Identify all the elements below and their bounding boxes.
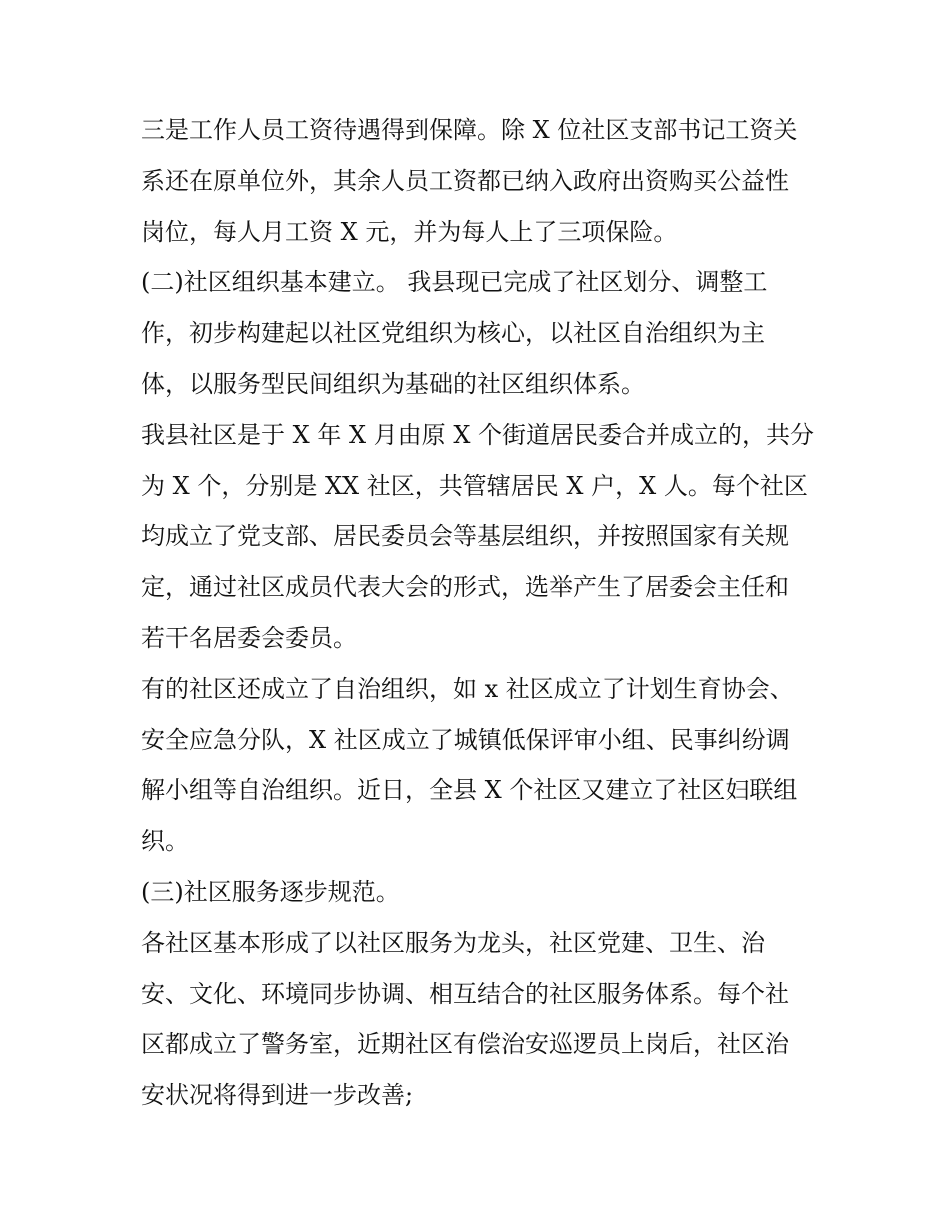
text-line: 体，以服务型民间组织为基础的社区组织体系。 (141, 369, 645, 398)
paragraph-community-formation (141, 410, 813, 664)
document-body (141, 105, 813, 1121)
text-line: 织。 (141, 827, 189, 856)
text-line: 三是工作人员工资待遇得到保障。除 X 位社区支部书记工资关 (141, 116, 798, 144)
text-line: 均成立了党支部、居民委员会等基层组织，并按照国家有关规 (141, 522, 789, 551)
text-line: 岗位，每人月工资 X 元，并为每人上了三项保险。 (141, 217, 678, 246)
text-line: 作，初步构建起以社区党组织为核心，以社区自治组织为主 (141, 319, 765, 348)
paragraph-service-system (141, 918, 813, 1121)
text-line: 各社区基本形成了以社区服务为龙头，社区党建、卫生、治 (141, 928, 765, 957)
paragraph-self-governance (141, 664, 813, 867)
text-line: 安状况将得到进一步改善; (141, 1081, 414, 1110)
section-heading-services (141, 867, 813, 918)
text-line: 系还在原单位外，其余人员工资都已纳入政府出资购买公益性 (141, 166, 789, 195)
text-line: (三)社区服务逐步规范。 (141, 877, 400, 906)
text-line: 我县社区是于 X 年 X 月由原 X 个街道居民委合并成立的，共分 (141, 420, 815, 449)
text-line: 区都成立了警务室，近期社区有偿治安巡逻员上岗后，社区治 (141, 1030, 789, 1059)
text-line: 解小组等自治组织。近日，全县 X 个社区又建立了社区妇联组 (141, 776, 798, 805)
paragraph-wage-guarantee (141, 105, 813, 257)
text-line: 安全应急分队，X 社区成立了城镇低保评审小组、民事纠纷调 (141, 725, 790, 754)
paragraph-organization-established (141, 257, 813, 409)
text-line: 为 X 个，分别是 XX 社区，共管辖居民 X 户，X 人。每个社区 (141, 471, 808, 500)
text-line: 若干名居委会委员。 (141, 623, 357, 652)
text-line: 安、文化、环境同步协调、相互结合的社区服务体系。每个社 (141, 979, 789, 1008)
text-line: (二)社区组织基本建立。 我县现已完成了社区划分、调整工 (141, 268, 768, 297)
text-line: 有的社区还成立了自治组织，如 x 社区成立了计划生育协会、 (141, 674, 794, 703)
text-line: 定，通过社区成员代表大会的形式，选举产生了居委会主任和 (141, 573, 789, 602)
